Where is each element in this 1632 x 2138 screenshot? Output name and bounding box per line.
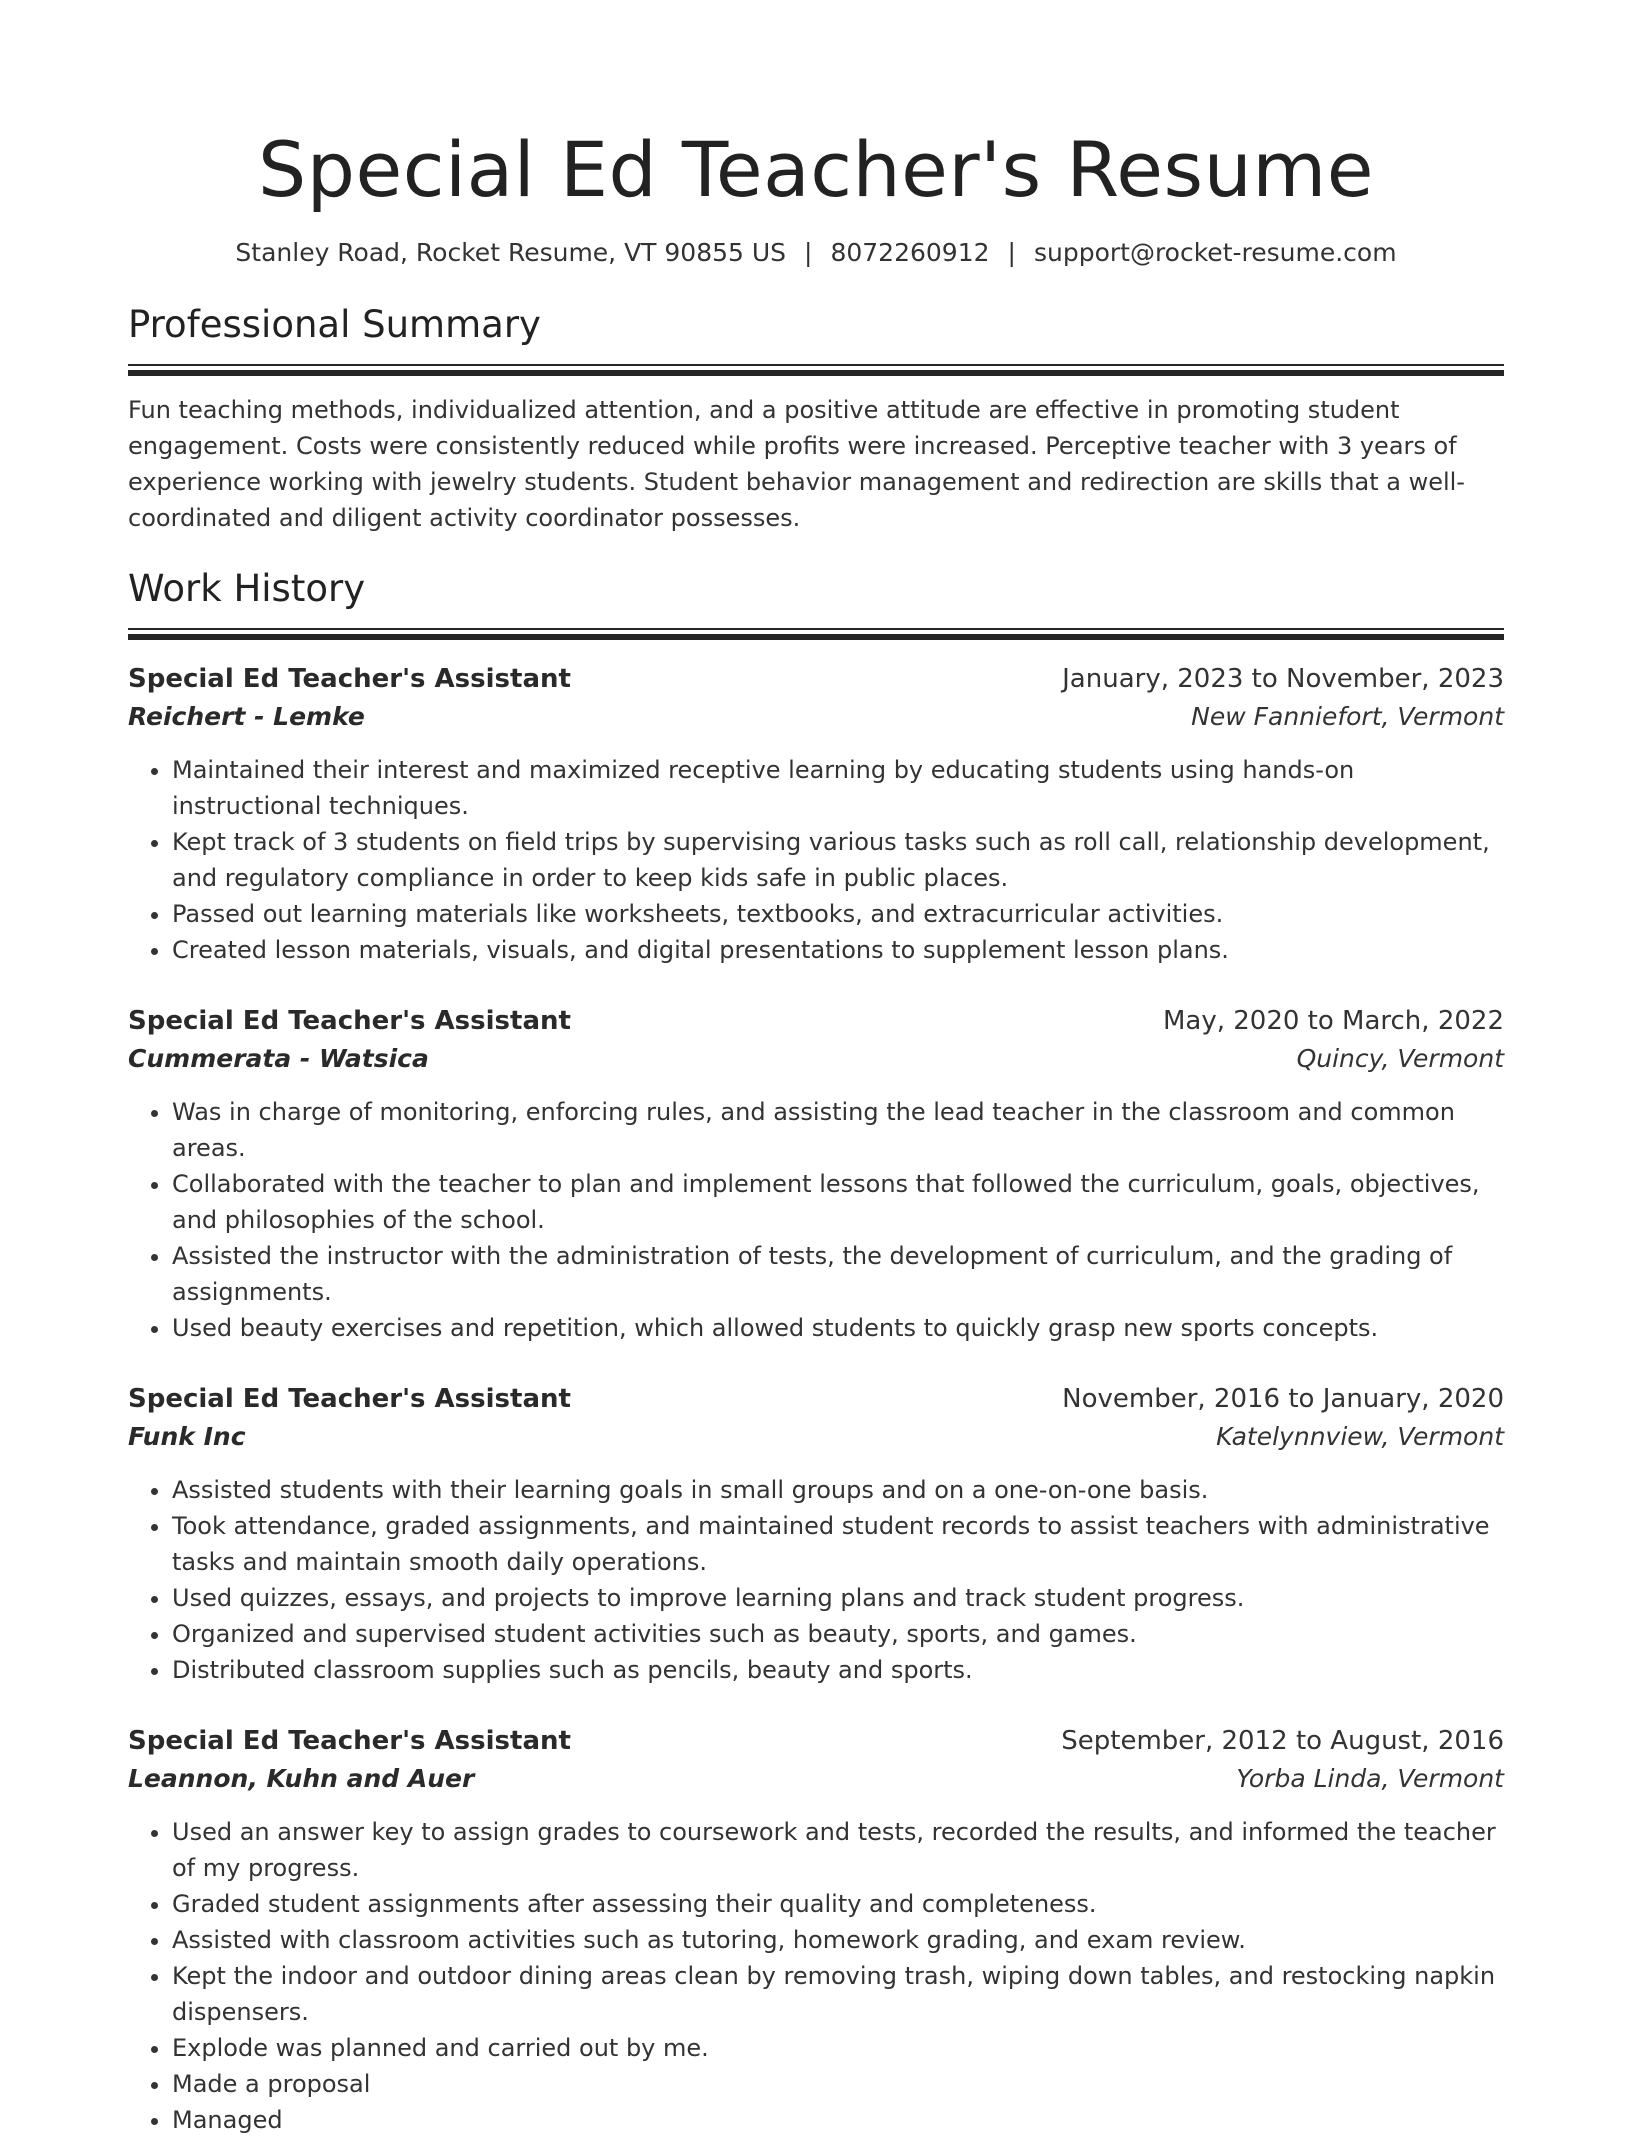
- job-title: Special Ed Teacher's Assistant: [128, 1006, 571, 1036]
- work-history-section: [128, 566, 1504, 2138]
- resume-title: Special Ed Teacher's Resume: [257, 125, 1375, 214]
- job-bullet: • Used quizzes, essays, and projects to improve learning plans and track student progress.: [172, 1580, 1504, 1616]
- contact-separator: |: [804, 238, 813, 267]
- job-company: Leannon, Kuhn and Auer: [128, 1764, 475, 1793]
- job-dates: September, 2012 to August, 2016: [1061, 1726, 1504, 1756]
- job-bullet: • Collaborated with the teacher to plan and implement lessons that followed the curriculum, goals, objectives, and philosophies of the school.: [172, 1166, 1504, 1238]
- job-bullet: • Made a proposal: [172, 2066, 1504, 2102]
- summary-text: Fun teaching methods, individualized attention, and a positive attitude are effective in promoting student engagement. Costs were consistently reduced while profits were increased. Perceptive teacher with 3 years of experience working with jewelry students. Student behavior management and redirection are skills that a well-coordinated and diligent activity coordinator possesses.: [128, 396, 1465, 532]
- job-bullet: • Kept the indoor and outdoor dining areas clean by removing trash, wiping down tables, and restocking napkin dispensers.: [172, 1958, 1504, 2030]
- job-location: Yorba Linda, Vermont: [1236, 1764, 1504, 1793]
- job-company: Cummerata - Watsica: [128, 1044, 429, 1073]
- job-dates: January, 2023 to November, 2023: [1062, 664, 1504, 694]
- job-bullet: • Graded student assignments after assessing their quality and completeness.: [172, 1886, 1504, 1922]
- job-dates: May, 2020 to March, 2022: [1162, 1006, 1504, 1036]
- contact-separator: |: [1007, 238, 1016, 267]
- job-bullet: • Explode was planned and carried out by me.: [172, 2030, 1504, 2066]
- summary-heading: Professional Summary: [128, 303, 541, 346]
- contact-line: [128, 236, 1504, 270]
- resume-page: [128, 0, 1504, 2138]
- job-bullets: [128, 1094, 1504, 1346]
- summary-section: [128, 302, 1504, 536]
- work-history-heading: Work History: [128, 567, 366, 610]
- job-bullet: • Used beauty exercises and repetition, which allowed students to quickly grasp new sports concepts.: [172, 1310, 1504, 1346]
- job-title: Special Ed Teacher's Assistant: [128, 1726, 571, 1756]
- job-company: Funk Inc: [128, 1422, 246, 1451]
- job-bullet: • Assisted students with their learning goals in small groups and on a one-on-one basis.: [172, 1472, 1504, 1508]
- job-bullet: • Maintained their interest and maximized receptive learning by educating students using hands-on instructional techniques.: [172, 752, 1504, 824]
- job-bullets: [128, 1472, 1504, 1688]
- job-entry: [128, 1722, 1504, 2138]
- job-bullet: • Managed: [172, 2102, 1504, 2138]
- job-bullet: • Kept track of 3 students on field trips by supervising various tasks such as roll call, relationship development, and regulatory compliance in order to keep kids safe in public places.: [172, 824, 1504, 896]
- job-bullets: [128, 1814, 1504, 2138]
- job-location: New Fanniefort, Vermont: [1191, 702, 1504, 731]
- job-dates: November, 2016 to January, 2020: [1062, 1384, 1504, 1414]
- job-bullet: • Took attendance, graded assignments, and maintained student records to assist teachers with administrative tasks and maintain smooth daily operations.: [172, 1508, 1504, 1580]
- job-entry: [128, 660, 1504, 968]
- section-divider: [128, 364, 1504, 376]
- job-company: Reichert - Lemke: [128, 702, 365, 731]
- job-location: Quincy, Vermont: [1296, 1044, 1504, 1073]
- contact-phone: 8072260912: [830, 238, 990, 267]
- job-bullet: • Was in charge of monitoring, enforcing rules, and assisting the lead teacher in the classroom and common areas.: [172, 1094, 1504, 1166]
- section-divider: [128, 628, 1504, 640]
- contact-address: Stanley Road, Rocket Resume, VT 90855 US: [235, 238, 787, 267]
- job-entry: [128, 1380, 1504, 1688]
- job-entry: [128, 1002, 1504, 1346]
- contact-email: support@rocket-resume.com: [1033, 238, 1397, 267]
- job-bullet: • Used an answer key to assign grades to coursework and tests, recorded the results, and informed the teacher of my progress.: [172, 1814, 1504, 1886]
- job-bullet: • Passed out learning materials like worksheets, textbooks, and extracurricular activities.: [172, 896, 1504, 932]
- job-bullet: • Assisted with classroom activities such as tutoring, homework grading, and exam review.: [172, 1922, 1504, 1958]
- job-location: Katelynnview, Vermont: [1216, 1422, 1504, 1451]
- job-bullet: • Organized and supervised student activities such as beauty, sports, and games.: [172, 1616, 1504, 1652]
- job-bullet: • Assisted the instructor with the administration of tests, the development of curriculum, and the grading of assignments.: [172, 1238, 1504, 1310]
- job-title: Special Ed Teacher's Assistant: [128, 1384, 571, 1414]
- job-bullets: [128, 752, 1504, 968]
- job-title: Special Ed Teacher's Assistant: [128, 664, 571, 694]
- job-bullet: • Created lesson materials, visuals, and digital presentations to supplement lesson plans.: [172, 932, 1504, 968]
- job-bullet: • Distributed classroom supplies such as pencils, beauty and sports.: [172, 1652, 1504, 1688]
